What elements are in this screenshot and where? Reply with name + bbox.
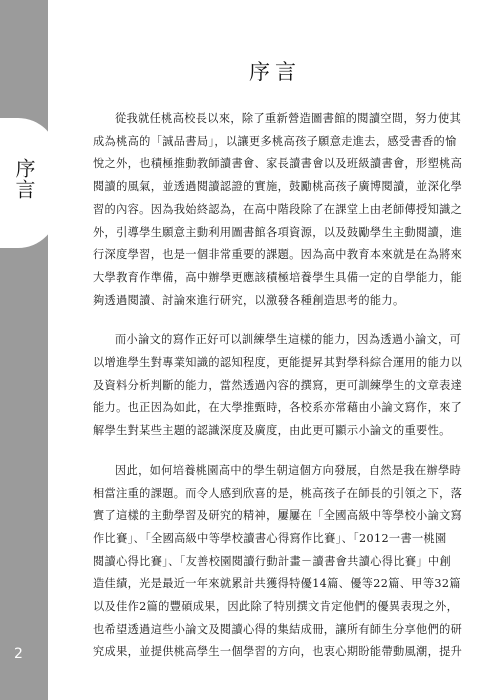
text-line: 作比賽」、「全國高級中等學校讀書心得寫作比賽」、「2012一書一桃園 <box>93 531 447 545</box>
text-line: 能力。也正因為如此，在大學推甄時，各校系亦常藉由小論文寫作，來了 <box>93 401 463 415</box>
text-line: 究成果，並提供桃高學生一個學習的方向，也衷心期盼能帶動風潮，提升 <box>93 645 463 659</box>
page-title: 序言 <box>249 60 301 84</box>
page-number: 2 <box>14 646 23 662</box>
text-line: 悅之外，也積極推動教師讀書會、家長讀書會以及班級讀書會，形塑桃高 <box>93 157 463 171</box>
text-line: 解學生對某些主題的認識深度及廣度，由此更可顯示小論文的重要性。 <box>93 424 451 438</box>
text-line: 以及佳作2篇的豐碩成果，因此除了特別撰文肯定他們的優異表現之外， <box>93 600 459 614</box>
chapter-tab-label: 序言 <box>12 158 36 200</box>
text-line: 而小論文的寫作正好可以訓練學生這樣的能力，因為透過小論文，可 <box>115 333 462 347</box>
paragraph <box>93 460 463 664</box>
text-line: 從我就任桃高校長以來，除了重新營造圖書館的閱讀空間，努力使其 <box>115 112 462 125</box>
text-line: 造佳績，光是最近一年來就累計共獲得特優14篇、優等22篇、甲等32篇 <box>93 577 461 591</box>
body-text <box>93 108 463 681</box>
text-line: 相當注重的課題。而令人感到欣喜的是，桃高孩子在師長的引領之下，落 <box>93 486 463 500</box>
text-line: 及資料分析判斷的能力，當然透過內容的撰寫，更可訓練學生的文章表達 <box>93 378 463 392</box>
text-line: 實了這樣的主動學習及研究的精神，屢屢在「全國高級中等學校小論文寫 <box>93 509 463 523</box>
text-line: 閱讀心得比賽」、「友善校園閱讀行動計畫－讀書會共讀心得比賽」中創 <box>93 554 452 568</box>
text-line: 以增進學生對專業知識的認知程度，更能提昇其對學科綜合運用的能力以 <box>93 356 463 370</box>
paragraph <box>93 108 463 312</box>
paragraph <box>93 329 463 443</box>
text-line: 行深度學習，也是一個非常重要的課題。因為高中教育本來就是在為將來 <box>93 248 463 262</box>
text-line: 外，引導學生願意主動利用圖書館各項資源，以及鼓勵學生主動閱讀，進 <box>93 225 463 239</box>
text-line: 因此，如何培養桃園高中的學生朝這個方向發展，自然是我在辦學時 <box>115 463 462 477</box>
text-line: 習的內容。因為我始終認為，在高中階段除了在課堂上由老師傳授知識之 <box>93 202 463 216</box>
text-line: 閱讀的風氣，並透過閱讀認證的實施，鼓勵桃高孩子廣博閱讀，並深化學 <box>93 180 463 194</box>
text-line: 大學教育作準備，高中辦學更應該積極培養學生具備一定的自學能力，能 <box>93 270 463 284</box>
text-line: 也希望透過這些小論文及閱讀心得的集結成冊，讓所有師生分享他們的研 <box>93 622 463 636</box>
text-line: 成為桃高的「誠品書局」，以讓更多桃高孩子願意走進去，感受書香的愉 <box>93 134 457 148</box>
side-bar <box>0 0 48 700</box>
text-line: 夠透過閱讀、討論來進行研究，以激發各種創造思考的能力。 <box>93 293 405 307</box>
